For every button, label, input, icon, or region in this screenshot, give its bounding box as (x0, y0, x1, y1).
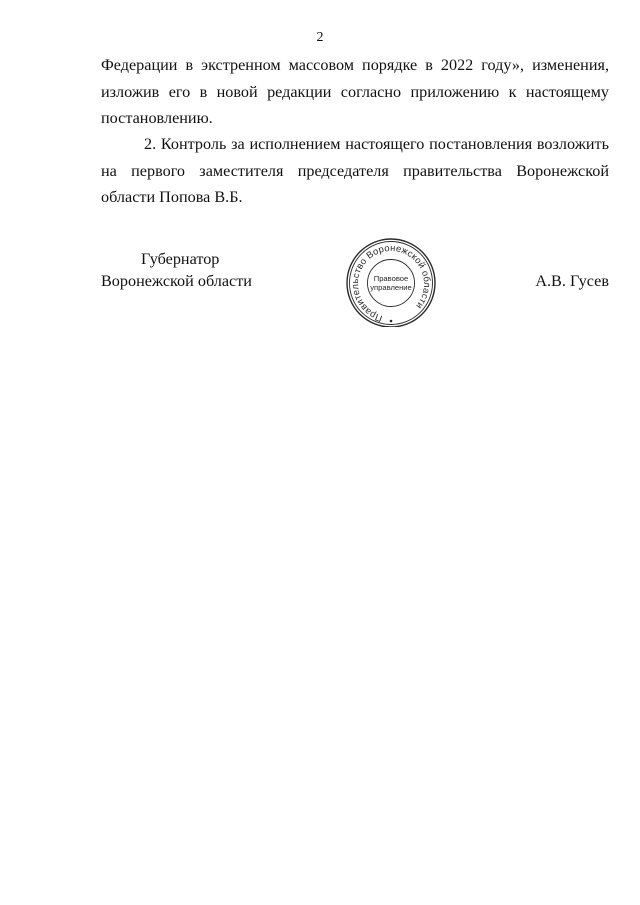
stamp-center-line-2: управление (370, 283, 412, 292)
page-number: 2 (316, 30, 324, 45)
stamp-dot-icon (390, 320, 393, 323)
stamp-center-line-1: Правовое (373, 274, 409, 283)
signature-organization: Воронежской области (101, 272, 252, 290)
signatory-name: А.В. Гусев (535, 272, 609, 290)
stamp-ring-text: Правительство Воронежской области (348, 241, 434, 325)
signature-block (101, 248, 281, 292)
signature-title: Губернатор (141, 250, 220, 268)
paragraph-control: 2. Контроль за исполнением настоящего постановления возложить на первого заместителя председателя правительства Воронежской области Попова В.Б. (101, 135, 609, 206)
official-stamp (344, 237, 438, 327)
stamp-icon (344, 237, 438, 327)
paragraph-continuation: Федерации в экстренном массовом порядке в 2022 году», изменения, изложив его в новой редакции согласно приложению к настоящему постановлению. (101, 56, 609, 127)
